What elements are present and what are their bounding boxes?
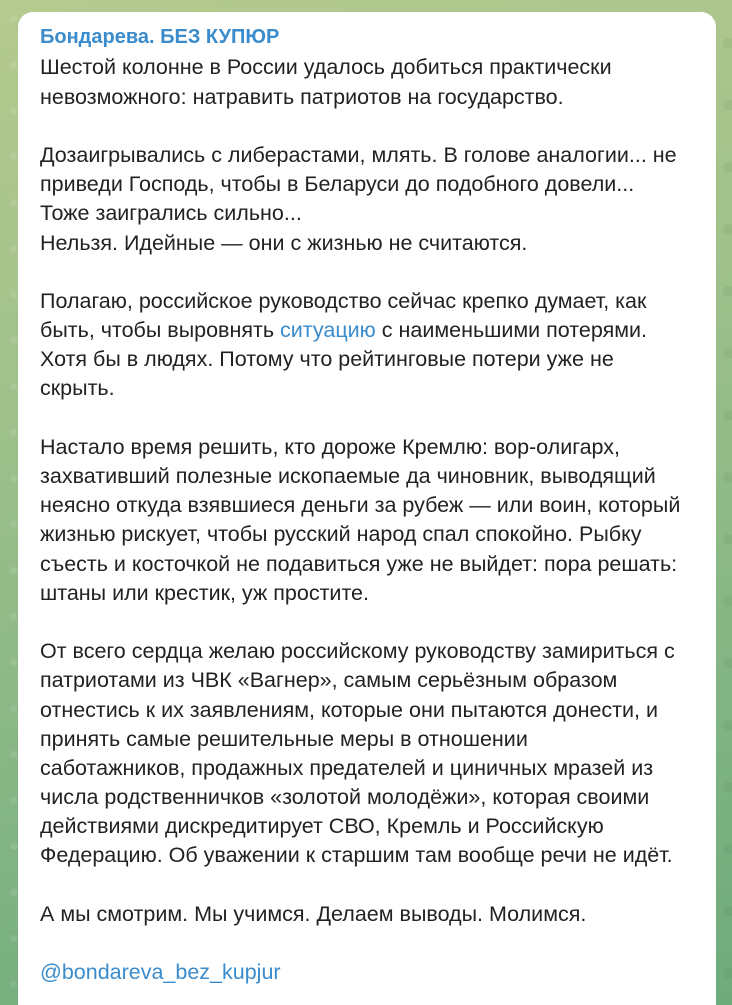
- message-line: принять самые решительные меры в отношении: [40, 726, 528, 751]
- message-line: скрыть.: [40, 376, 115, 401]
- message-paragraph: [40, 287, 694, 404]
- channel-signature: [40, 958, 694, 987]
- message-line: Федерацию. Об уважении к старшим там вообще речи не идёт.: [40, 843, 673, 868]
- message-line: Тоже заигрались сильно...: [40, 201, 302, 226]
- message-line: отнестись к их заявлениям, которые они пытаются донести, и: [40, 697, 658, 722]
- message-line: [40, 316, 694, 345]
- message-line: Хотя бы в людях. Потому что рейтинговые потери уже не: [40, 347, 614, 372]
- message-line: числа родственничков «золотой молодёжи», которая своими: [40, 785, 650, 810]
- message-line: От всего сердца желаю российскому руководству замириться с: [40, 639, 675, 664]
- message-line: А мы смотрим. Мы учимся. Делаем выводы. Молимся.: [40, 901, 587, 926]
- message-bubble: [18, 12, 716, 1005]
- channel-title[interactable]: Бондарева. БЕЗ КУПЮР: [40, 26, 280, 49]
- message-line: действиями дискредитирует СВО, Кремль и Российскую: [40, 814, 604, 839]
- message-line: Настало время решить, кто дороже Кремлю: вор-олигарх,: [40, 434, 620, 459]
- message-paragraph: [40, 53, 694, 111]
- message-paragraph: [40, 433, 694, 608]
- message-paragraph: [40, 637, 694, 871]
- message-paragraph: [40, 141, 694, 258]
- message-line: штаны или крестик, уж простите.: [40, 580, 369, 605]
- message-line: приведи Господь, чтобы в Беларуси до подобного довели...: [40, 172, 635, 197]
- message-line-text: быть, чтобы выровнять: [40, 318, 281, 343]
- message-line: патриотами из ЧВК «Вагнер», самым серьёзным образом: [40, 668, 618, 693]
- message-line: Шестой колонне в России удалось добиться практически: [40, 55, 612, 80]
- message-line: Полагаю, российское руководство сейчас крепко думает, как: [40, 288, 647, 313]
- message-line: съесть и косточкой не подавиться уже не выйдет: пора решать:: [40, 551, 678, 576]
- message-line: неясно откуда взявшиеся деньги за рубеж — или воин, который: [40, 493, 681, 518]
- message-line-text: с наименьшими потерями.: [375, 318, 647, 343]
- message-line: саботажников, продажных предателей и циничных мразей из: [40, 755, 654, 780]
- situation-link[interactable]: ситуацию: [280, 318, 376, 343]
- message-text: [40, 53, 694, 987]
- message-paragraph: [40, 900, 694, 929]
- message-line: жизнью рискует, чтобы русский народ спал спокойно. Рыбку: [40, 522, 642, 547]
- message-line: Дозаигрывались с либерастами, млять. В голове аналогии... не: [40, 142, 677, 167]
- message-line: Нельзя. Идейные — они с жизнью не считаются.: [40, 230, 528, 255]
- message-line: захвативший полезные ископаемые да чиновник, выводящий: [40, 464, 656, 488]
- message-line: невозможного: натравить патриотов на государство.: [40, 84, 564, 109]
- channel-username-link[interactable]: @bondareva_bez_kupjur: [40, 960, 281, 985]
